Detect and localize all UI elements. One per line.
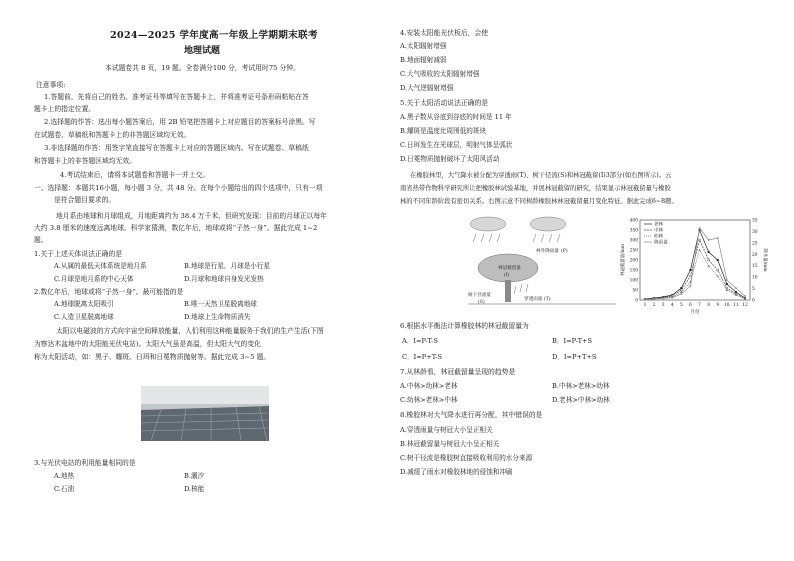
notice-item: 在试题卷、草稿纸和答题卡上的非答题区域均无效。	[34, 131, 191, 139]
x-tick-label: 2	[652, 303, 656, 308]
data-point	[717, 259, 719, 261]
section-heading-cont: 是符合题目要求的。	[54, 196, 116, 204]
cloud-icon	[470, 217, 566, 231]
passage-1-line: 地月系由地球和月球组成，月地距离约为 38.4 万千米，但研究发现：目前的月球正以每年	[56, 212, 327, 220]
y-tick-label-left: 200	[629, 258, 638, 264]
y-tick-label-left: 150	[629, 268, 638, 274]
y-tick-label-left: 0	[635, 298, 638, 304]
legend-label: 老林	[654, 222, 664, 228]
x-tick-label: 4	[670, 303, 674, 308]
data-point	[699, 239, 701, 241]
y-tick-label-right: 35	[752, 218, 758, 224]
q2-option-a[interactable]: A.地球脱离太阳吸引	[54, 300, 114, 308]
x-tick-label: 1	[643, 303, 647, 308]
label-outside: 林外降雨量	[536, 249, 559, 254]
rain-icon	[473, 234, 560, 242]
legend-label: 幼林	[654, 234, 664, 240]
data-point	[744, 295, 746, 297]
y-tick-label-left: 50	[632, 288, 638, 294]
data-point	[726, 289, 728, 291]
question-5-stem: 5.关于太阳活动说法正确的是	[400, 99, 489, 107]
q6-option-b[interactable]: B．I=P-T+S	[552, 337, 593, 345]
data-point	[689, 269, 691, 271]
y-tick-label-left: 350	[629, 228, 638, 234]
solar-plant-photo	[141, 386, 269, 441]
notice-item: 1.答题前，先将自己的姓名、准考证号等填写在答题卡上，并将准考证号条形码粘贴在答	[44, 93, 309, 101]
question-7-stem: 7.从林龄看，林冠截留量呈现的趋势是	[400, 368, 516, 376]
x-tick-label: 7	[698, 303, 701, 308]
data-point	[726, 287, 728, 289]
exam-title: 2024—2025 学年度高一年级上学期期末联考	[110, 30, 318, 41]
label-stem-sym: (S)	[478, 300, 485, 305]
section-heading: 一、选择题：本题共16小题，每小题 3 分，共 48 分。在每个小题给出的四个选项中，只有一项	[34, 184, 323, 192]
q1-option-b[interactable]: B.地球是行星，月球是小行星	[184, 262, 271, 270]
notice-item: 4.考试结束后，请将本试题卷和答题卡一并上交。	[60, 171, 210, 179]
data-point	[735, 291, 737, 293]
label-stem: 树干径流量	[468, 293, 491, 298]
exam-info: 本试题卷共 8 页，19 题。全卷满分100 分，考试用时75 分钟。	[105, 64, 300, 72]
q5-option-c[interactable]: C.日珥发生在光球层，明射气体呈弧状	[400, 141, 513, 149]
q3-option-a[interactable]: A.地热	[54, 472, 75, 480]
y-tick-label-left: 100	[629, 278, 638, 284]
y-tick-label-right: 0	[752, 298, 755, 304]
q7-option-b[interactable]: B.中林>老林>幼林	[552, 382, 610, 390]
q1-option-d[interactable]: D.月球和地球自身发光发热	[184, 275, 264, 283]
passage-3-line: 林的不同年龄阶段有密切关系。右图示意不同树龄橡胶林林冠截留量月变化特征。据此完成6~8题。	[400, 198, 678, 205]
y-axis-label-left: 林冠截留量/mm	[621, 244, 626, 276]
y-tick-label-left: 250	[629, 248, 638, 254]
label-through: 穿透雨量 (T)	[524, 297, 551, 302]
q6-option-d[interactable]: D．I=P+T+S	[552, 353, 597, 361]
data-point	[735, 287, 737, 289]
label-outside-sym: (P)	[561, 249, 568, 254]
tree-trunk-icon	[505, 280, 511, 302]
data-point	[726, 279, 728, 281]
rainfall-distribution-diagram	[466, 214, 618, 316]
data-point	[708, 239, 710, 241]
notice-item: 3.非选择题的作答：用签字笔直接写在答题卡上对应的答题区域内。写在试题卷、草稿纸	[44, 144, 309, 152]
data-point	[699, 227, 701, 229]
y-axis-label-right: 降水量/mm	[762, 248, 767, 272]
data-point	[717, 269, 719, 271]
q2-option-c[interactable]: C.人造卫星脱离地球	[54, 313, 114, 321]
y-tick-label-right: 30	[752, 229, 758, 235]
question-8-stem: 8.橡胶林对大气降水进行再分配，其中错误的是	[400, 411, 543, 419]
q6-option-a[interactable]: A．I=P-T-S	[402, 337, 438, 345]
canopy-interception-chart	[618, 214, 768, 318]
question-2-stem: 2.数亿年后，地球或将“子然一身”。最可能指的是	[34, 288, 184, 296]
x-tick-label: 12	[742, 303, 748, 308]
y-tick-label-left: 400	[629, 218, 638, 224]
label-canopy: 林冠截留量	[498, 266, 521, 271]
x-tick-label: 6	[689, 303, 692, 308]
question-3-stem: 3.与光伏电站的利用能量相同的是	[34, 459, 136, 467]
q8-option-d[interactable]: D.减缓了雨水对橡胶林地的侵蚀和冲刷	[400, 468, 513, 476]
q2-option-d[interactable]: D.地球上生命物质消失	[184, 313, 251, 321]
q4-option-b[interactable]: B.地面辐射减弱	[400, 56, 447, 64]
q7-option-c[interactable]: C.幼林>老林>中林	[400, 396, 458, 404]
data-point	[680, 293, 682, 295]
data-point	[689, 275, 691, 277]
data-point	[708, 259, 710, 261]
subject-title: 地理试题	[184, 46, 221, 56]
solar-panels-icon	[141, 386, 269, 441]
data-point	[653, 298, 655, 300]
data-point	[662, 298, 664, 300]
passage-3-line: 在橡胶林里，大气降水被分配为穿透雨(T)、树干径流(S)和林冠截留(I)3部分(如右图所示)。云	[410, 172, 672, 179]
question-4-stem: 4.安装太阳能光伏板后，会使	[400, 29, 489, 37]
notice-item: 2.选择题的作答：选出每小题答案后，用 2B 铅笔把答题卡上对应题目的答案标号涂黑。写	[44, 118, 316, 126]
data-point	[717, 237, 719, 239]
x-axis-label: 月份	[690, 310, 700, 315]
legend-label: 降雨量	[654, 240, 668, 246]
q5-option-a[interactable]: A.黑子数从谷底到谷底的时间是 11 年	[400, 113, 512, 121]
x-tick-label: 3	[661, 303, 665, 308]
notice-heading: 注意事项:	[36, 81, 66, 89]
label-canopy-sym: (I)	[504, 273, 510, 278]
passage-2-line: 为察达木盆地中的太阳能光伏电站)。太阳大气虽是高温，但太阳大气的变化	[34, 340, 261, 348]
y-tick-label-right: 10	[752, 275, 758, 281]
x-tick-label: 5	[679, 303, 683, 308]
y-tick-label-left: 300	[629, 238, 638, 244]
legend-label: 中林	[654, 228, 664, 234]
passage-3-line: 南省热带作物科学研究所让把橡胶林试验基地，并展林冠截留的研究，结果显示林冠截留量与橡胶	[400, 185, 671, 192]
x-tick-label: 9	[716, 303, 720, 308]
q5-option-d[interactable]: D.日冕物质抛射破坏了太阳风活动	[400, 155, 500, 163]
question-1-stem: 1.关于上述天体说法正确的是	[34, 250, 123, 258]
q7-option-a[interactable]: A.中林>幼林>老林	[400, 382, 458, 390]
data-point	[708, 265, 710, 267]
q3-option-c[interactable]: C.石油	[54, 485, 75, 493]
data-point	[644, 299, 646, 301]
question-6-stem: 6.根据水平衡法计算橡胶林的林冠截留量为	[400, 322, 529, 330]
q4-option-d[interactable]: D.大气逆辐射增强	[400, 84, 454, 92]
notice-item: 题卡上的指定位置。	[34, 105, 96, 113]
passage-1-line: 大约 3.8 厘米的速度远离地球。科学家猜测，数亿年后，地球或将“子然一身”。据此完成 1~2	[34, 224, 318, 232]
passage-2-line: 称为太阳活动，如：黑子、耀斑、日珥和日冕物质抛射等。据此完成 3~5 题。	[34, 353, 271, 361]
q2-option-b[interactable]: B.唯一天然卫星脱离地球	[184, 300, 257, 308]
q4-option-a[interactable]: A.太阳辐射增强	[400, 42, 447, 50]
q7-option-d[interactable]: D.老林>中林>幼林	[552, 396, 610, 404]
q3-option-d[interactable]: D.核能	[184, 485, 205, 493]
x-tick-label: 10	[724, 303, 730, 308]
q1-option-c[interactable]: C.月球是地月系的中心天体	[54, 275, 134, 283]
data-point	[671, 297, 673, 299]
data-point	[708, 251, 710, 253]
q4-option-c[interactable]: C.大气吸收的太阳辐射增强	[400, 70, 480, 78]
data-point	[698, 249, 700, 251]
data-point	[690, 285, 692, 287]
y-tick-label-right: 20	[752, 252, 758, 258]
q8-option-c[interactable]: C.树干径流是橡胶树直接吸收利用的水分来源	[400, 454, 533, 462]
data-point	[726, 283, 728, 285]
q8-option-a[interactable]: A.穿透雨量与树冠大小呈正相关	[400, 426, 493, 434]
q1-option-a[interactable]: A.从属的最低天体系统是地月系	[54, 262, 147, 270]
q3-option-b[interactable]: B.潮汐	[184, 472, 205, 480]
q5-option-b[interactable]: B.耀斑是温度比周围低的斑块	[400, 127, 487, 135]
q6-option-c[interactable]: C．I=P+T-S	[402, 353, 443, 361]
x-tick-label: 8	[707, 303, 711, 308]
y-tick-label-right: 25	[752, 241, 758, 247]
data-point	[680, 289, 682, 291]
passage-1-line: 题。	[34, 236, 48, 244]
y-tick-label-right: 5	[752, 287, 755, 293]
passage-2-line: 太阳以电磁波的方式向宇宙空间释放能量，人们利用这种能量服务于我们的生产生活(下图	[56, 327, 324, 335]
x-tick-label: 11	[733, 303, 739, 308]
notice-item: 和答题卡上的非答题区域均无效。	[34, 157, 136, 165]
data-point	[717, 275, 719, 277]
q8-option-b[interactable]: B.林冠截留量与树冠大小呈正相关	[400, 440, 500, 448]
y-tick-label-right: 15	[752, 264, 758, 270]
